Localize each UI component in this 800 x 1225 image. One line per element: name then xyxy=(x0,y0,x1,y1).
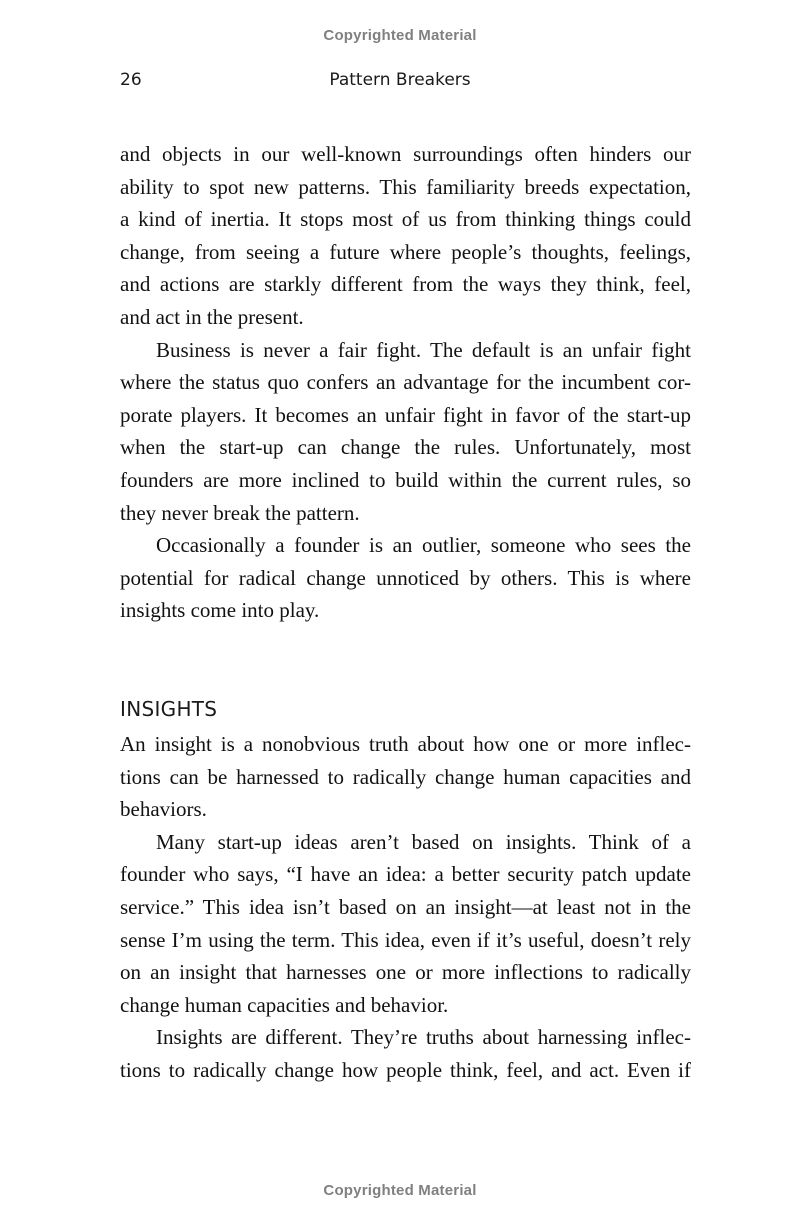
text-line: they never break the pattern. xyxy=(120,500,360,525)
section-1-body xyxy=(120,138,691,627)
text-line: and act in the present. xyxy=(120,304,304,329)
text-line: Occasionally a founder is an outlier, someone who sees the xyxy=(156,533,691,558)
text-line: service.” This idea isn’t based on an insight—at least not in the xyxy=(120,894,691,919)
copyright-watermark-bottom: Copyrighted Material xyxy=(323,1182,477,1199)
page-number: 26 xyxy=(120,70,142,90)
text-line: and objects in our well-known surroundings often hinders our xyxy=(120,142,691,166)
paragraph xyxy=(120,728,691,826)
book-title: Pattern Breakers xyxy=(329,70,471,90)
paragraph xyxy=(120,529,691,627)
text-line: tions to radically change how people think, feel, and act. Even if xyxy=(120,1057,691,1082)
paragraph xyxy=(120,138,691,334)
text-line: when the start-up can change the rules. Unfortunately, most xyxy=(120,435,691,460)
text-line: tions can be harnessed to radically change human capacities and xyxy=(120,764,691,789)
text-line: and actions are starkly different from the ways they think, feel, xyxy=(120,272,691,297)
paragraph xyxy=(120,334,691,530)
text-line: where the status quo confers an advantage for the incumbent cor- xyxy=(120,370,691,395)
paragraph xyxy=(120,826,691,1022)
section-2-body xyxy=(120,728,691,1087)
text-line: founder who says, “I have an idea: a better security patch update xyxy=(120,862,691,887)
running-head xyxy=(0,70,800,94)
paragraph xyxy=(120,1021,691,1086)
text-line: ability to spot new patterns. This familiarity breeds expectation, xyxy=(120,174,691,199)
copyright-watermark-top: Copyrighted Material xyxy=(323,27,477,44)
text-line: porate players. It becomes an unfair fight in favor of the start-up xyxy=(120,402,691,427)
text-line: Many start-up ideas aren’t based on insights. Think of a xyxy=(156,829,691,854)
text-line: change human capacities and behavior. xyxy=(120,992,449,1017)
section-heading: INSIGHTS xyxy=(120,697,218,721)
text-line: insights come into play. xyxy=(120,598,320,623)
text-line: Insights are different. They’re truths about harnessing inflec- xyxy=(156,1025,691,1050)
text-line: a kind of inertia. It stops most of us from thinking things could xyxy=(120,207,691,232)
text-line: behaviors. xyxy=(120,797,207,822)
text-line: on an insight that harnesses one or more inflections to radically xyxy=(120,960,691,985)
text-line: Business is never a fair fight. The default is an unfair fight xyxy=(156,337,691,362)
text-line: founders are more inclined to build within the current rules, so xyxy=(120,467,691,492)
text-line: An insight is a nonobvious truth about how one or more inflec- xyxy=(120,732,691,756)
text-line: sense I’m using the term. This idea, even if it’s useful, doesn’t rely xyxy=(120,927,691,952)
text-line: change, from seeing a future where people’s thoughts, feelings, xyxy=(120,239,691,264)
text-line: potential for radical change unnoticed by others. This is where xyxy=(120,565,691,590)
